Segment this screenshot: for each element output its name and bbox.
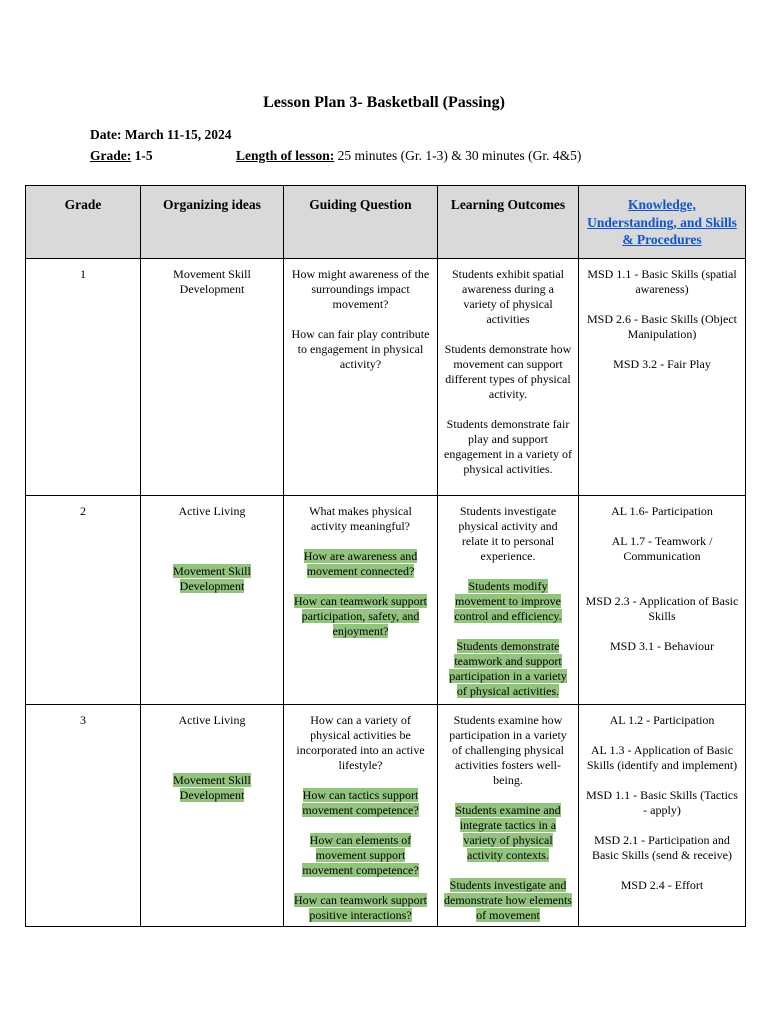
kusp-item: AL 1.3 - Application of Basic Skills (identify and implement) — [586, 743, 738, 772]
cell-outcomes — [438, 259, 579, 496]
learning-outcome: Students examine how participation in a variety of challenging physical activities fosters well-being. — [449, 713, 567, 787]
org-idea: Active Living — [178, 713, 246, 727]
page-title: Lesson Plan 3- Basketball (Passing) — [263, 94, 505, 111]
cell-kusp — [579, 705, 746, 927]
table-row — [26, 259, 746, 496]
header-kusp-link[interactable]: Knowledge, Understanding, and Skills & Procedures — [579, 186, 746, 259]
kusp-item: MSD 2.1 - Participation and Basic Skills (send & receive) — [592, 833, 732, 862]
kusp-item: MSD 2.6 - Basic Skills (Object Manipulation) — [587, 312, 737, 341]
guiding-question: How can a variety of physical activities be incorporated into an active lifestyle? — [296, 713, 425, 772]
kusp-item: MSD 2.4 - Effort — [620, 878, 704, 892]
header-grade: Grade — [26, 186, 141, 259]
spacer — [147, 534, 277, 564]
kusp-item: MSD 1.1 - Basic Skills (Tactics - apply) — [586, 788, 738, 817]
header-organizing-ideas: Organizing ideas — [141, 186, 284, 259]
lesson-grade — [90, 148, 153, 164]
learning-outcome: Students exhibit spatial awareness during a variety of physical activities — [452, 267, 564, 326]
learning-outcome-highlighted: Students examine and integrate tactics in a variety of physical activity contexts. — [455, 803, 561, 862]
guiding-question: How can fair play contribute to engagement in physical activity? — [291, 327, 430, 371]
lesson-date — [90, 127, 231, 143]
length-value: 25 minutes (Gr. 1-3) & 30 minutes (Gr. 4&5) — [337, 148, 582, 163]
learning-outcome-highlighted: Students demonstrate teamwork and support participation in a variety of physical activities. — [449, 639, 567, 698]
guiding-question-highlighted: How can teamwork support positive interactions? — [294, 893, 427, 922]
date-value: March 11-15, 2024 — [124, 127, 232, 142]
org-idea: Movement Skill Development — [173, 267, 251, 296]
org-idea-highlighted: Movement Skill Development — [173, 773, 251, 802]
cell-organizing — [141, 705, 284, 927]
spacer — [585, 579, 739, 594]
cell-outcomes — [438, 705, 579, 927]
kusp-item: MSD 3.1 - Behaviour — [610, 639, 714, 653]
cell-grade: 3 — [26, 705, 141, 927]
table-row — [26, 496, 746, 705]
grade-value: 1-5 — [134, 148, 153, 163]
header-learning-outcomes: Learning Outcomes — [438, 186, 579, 259]
kusp-item: MSD 2.3 - Application of Basic Skills — [585, 594, 739, 623]
table-row — [26, 705, 746, 927]
header-guiding-question: Guiding Question — [284, 186, 438, 259]
kusp-item: AL 1.2 - Participation — [609, 713, 715, 727]
kusp-item: AL 1.7 - Teamwork / Communication — [611, 534, 713, 563]
learning-outcome-highlighted: Students modify movement to improve control and efficiency. — [454, 579, 562, 623]
grade-label: Grade: — [90, 148, 132, 163]
cell-kusp — [579, 259, 746, 496]
cell-organizing — [141, 259, 284, 496]
learning-outcome: Students demonstrate fair play and support engagement in a variety of physical activities. — [444, 417, 572, 476]
date-label: Date: — [90, 127, 122, 142]
length-label: Length of lesson: — [236, 148, 335, 163]
cell-grade: 1 — [26, 259, 141, 496]
table-header-row — [26, 186, 746, 259]
cell-guiding — [284, 259, 438, 496]
guiding-question-highlighted: How can teamwork support participation, safety, and enjoyment? — [294, 594, 427, 638]
cell-guiding — [284, 496, 438, 705]
learning-outcome: Students demonstrate how movement can support different types of physical activity. — [444, 342, 572, 401]
cell-organizing — [141, 496, 284, 705]
guiding-question: What makes physical activity meaningful? — [309, 504, 412, 533]
lesson-length — [236, 148, 581, 164]
guiding-question: How might awareness of the surroundings impact movement? — [291, 267, 430, 311]
org-idea-highlighted: Movement Skill Development — [173, 564, 251, 593]
cell-outcomes — [438, 496, 579, 705]
cell-guiding — [284, 705, 438, 927]
kusp-item: MSD 3.2 - Fair Play — [613, 357, 711, 371]
kusp-item: AL 1.6- Participation — [611, 504, 713, 518]
guiding-question-highlighted: How are awareness and movement connected? — [303, 549, 418, 578]
guiding-question-highlighted: How can tactics support movement competence? — [302, 788, 419, 817]
guiding-question-highlighted: How can elements of movement support movement competence? — [302, 833, 419, 877]
cell-grade: 2 — [26, 496, 141, 705]
kusp-item: MSD 1.1 - Basic Skills (spatial awareness) — [587, 267, 737, 296]
learning-outcome: Students investigate physical activity and relate it to personal experience. — [458, 504, 558, 563]
spacer — [147, 743, 277, 773]
lesson-table — [25, 185, 746, 927]
org-idea: Active Living — [178, 504, 246, 518]
cell-kusp — [579, 496, 746, 705]
learning-outcome-highlighted: Students investigate and demonstrate how elements of movement — [444, 878, 572, 922]
